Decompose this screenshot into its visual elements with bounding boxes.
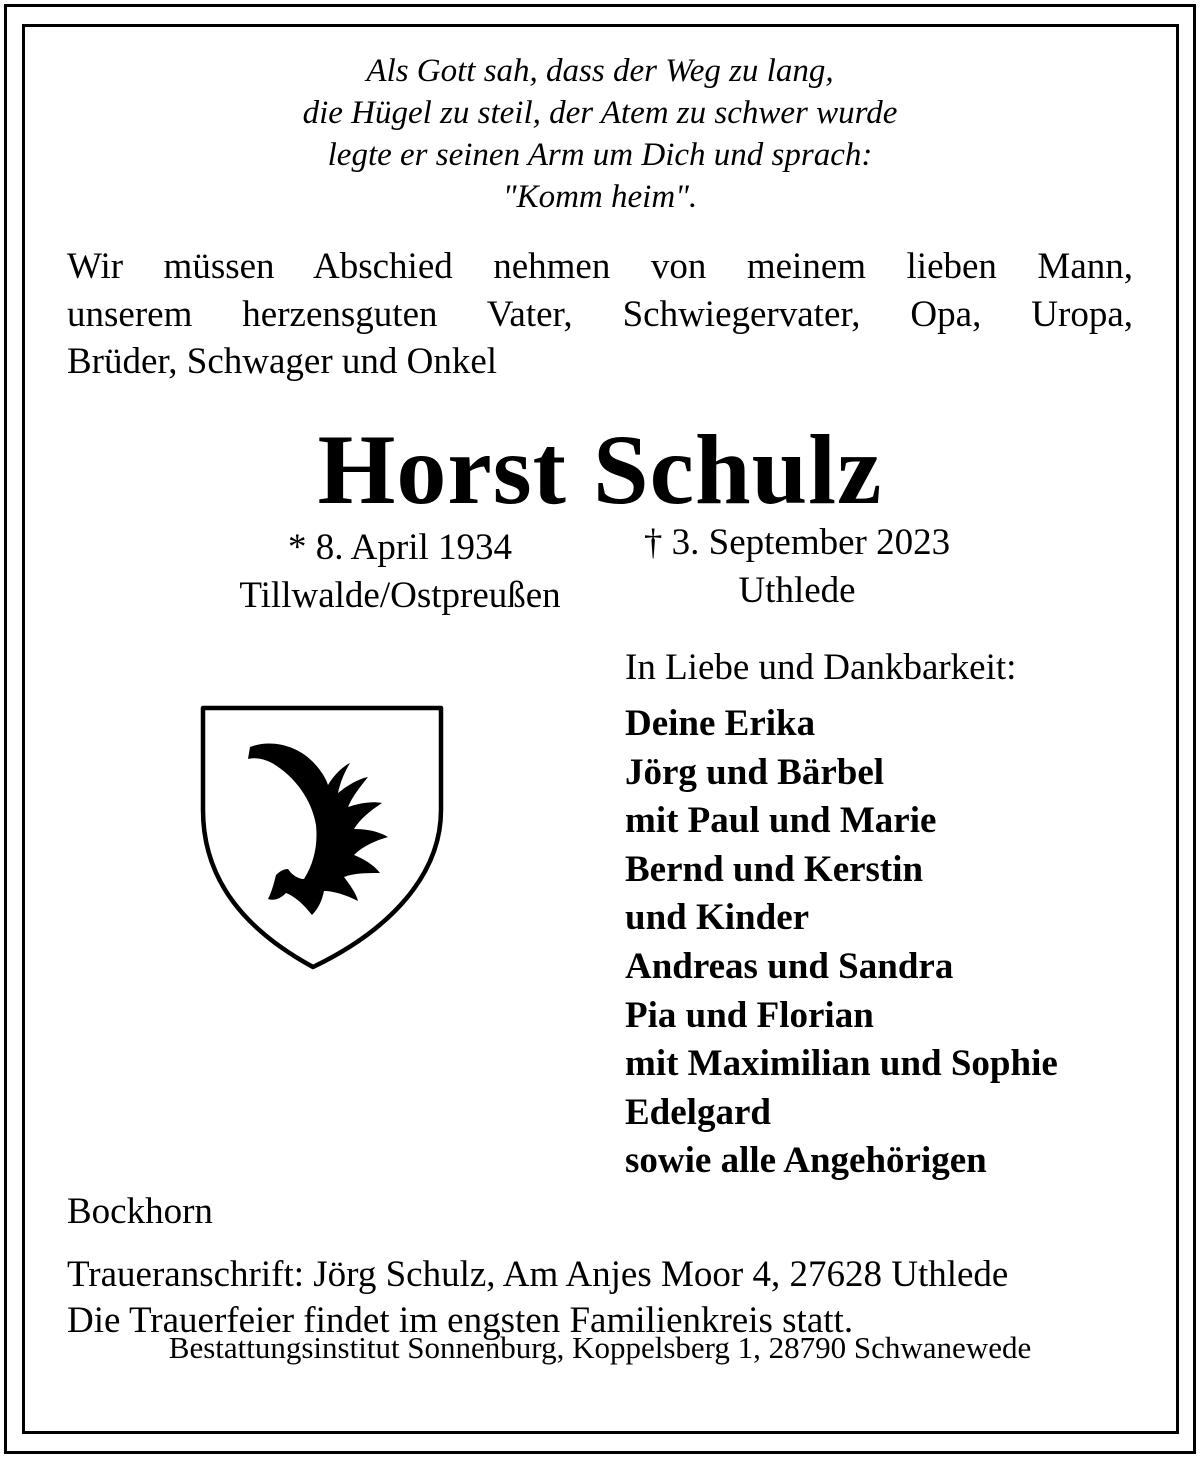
deceased-name: Horst Schulz: [317, 414, 883, 525]
place-name: Bockhorn: [67, 1191, 213, 1232]
mourner-name: Jörg und Bärbel: [625, 751, 885, 793]
coat-of-arms-antler-icon: [200, 705, 446, 971]
birth-info: [200, 524, 600, 620]
mourner-name: Bernd und Kerstin: [625, 848, 924, 890]
death-info: [597, 519, 997, 615]
mourner-name: sowie alle Angehörigen: [625, 1140, 987, 1182]
poem-line: Als Gott sah, dass der Weg zu lang,: [366, 53, 834, 89]
poem-line: "Komm heim".: [502, 179, 698, 215]
poem-line: die Hügel zu steil, der Atem zu schwer wurde: [302, 95, 898, 131]
intro-text: [67, 243, 1133, 386]
mourner-name: Andreas und Sandra: [625, 945, 954, 987]
death-place: Uthlede: [738, 570, 856, 611]
funeral-home: Bestattungsinstitut Sonnenburg, Koppelsberg 1, 28790 Schwanewede: [168, 1330, 1032, 1365]
intro-line: Brüder, Schwager und Onkel: [67, 341, 498, 382]
intro-line: unserem herzensguten Vater, Schwiegervater, Opa, Uropa,: [67, 293, 1133, 335]
mourner-name: und Kinder: [625, 897, 810, 939]
mourner-name: mit Maximilian und Sophie: [625, 1043, 1058, 1085]
poem: [0, 50, 1200, 218]
funeral-note: Die Trauerfeier findet im engsten Familienkreis statt.: [67, 1300, 854, 1341]
mourner-name: mit Paul und Marie: [625, 800, 937, 842]
mourners-list: [625, 700, 1058, 1186]
mourner-name: Pia und Florian: [625, 994, 874, 1036]
mourners-lead: In Liebe und Dankbarkeit:: [625, 647, 1017, 688]
intro-line: Wir müssen Abschied nehmen von meinem lieben Mann,: [67, 246, 1133, 287]
birth-place: Tillwalde/Ostpreußen: [239, 575, 561, 616]
mourner-name: Edelgard: [625, 1091, 771, 1133]
death-date: † 3. September 2023: [643, 522, 951, 563]
poem-line: legte er seinen Arm um Dich und sprach:: [327, 137, 873, 173]
mourner-name: Deine Erika: [625, 703, 816, 744]
birth-date: * 8. April 1934: [287, 527, 513, 568]
address-line: Traueranschrift: Jörg Schulz, Am Anjes Moor 4, 27628 Uthlede: [67, 1254, 1009, 1295]
